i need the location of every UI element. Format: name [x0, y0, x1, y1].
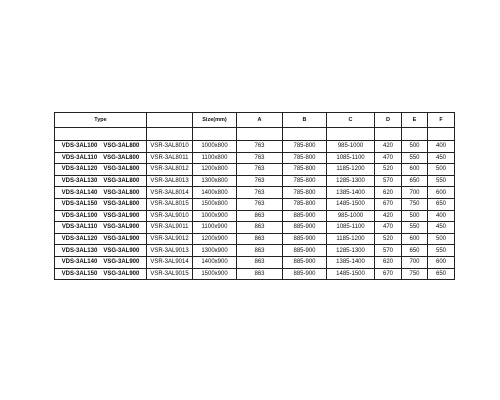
- cell-c: 1185-1200: [327, 233, 375, 245]
- cell-size: 1300x800: [193, 175, 237, 187]
- table-row: [55, 245, 455, 257]
- cell-c: 1285-1300: [327, 245, 375, 257]
- cell-d: 620: [375, 256, 402, 268]
- table-row: [55, 256, 455, 268]
- cell-a: 763: [237, 164, 283, 176]
- cell-size: 1500x800: [193, 198, 237, 210]
- cell-b: 885-900: [283, 233, 327, 245]
- cell-a: 863: [237, 222, 283, 234]
- cell-size: 1200x900: [193, 233, 237, 245]
- cell-a: 763: [237, 198, 283, 210]
- side-panel-model: VSG-3AL900: [103, 259, 140, 266]
- cell-f: 500: [428, 233, 455, 245]
- cell-d: 470: [375, 222, 402, 234]
- cell-d: 570: [375, 175, 402, 187]
- table-row: [55, 210, 455, 222]
- door-model: VDS-3AL140: [61, 189, 98, 196]
- header-a: A: [237, 113, 283, 128]
- cell-c: 1085-1100: [327, 222, 375, 234]
- header-code: [147, 113, 193, 128]
- cell-e: 750: [402, 198, 428, 210]
- cell-f: 600: [428, 256, 455, 268]
- spacer-cell: [193, 128, 237, 141]
- cell-a: 763: [237, 187, 283, 199]
- cell-code: VSR-3AL8013: [147, 175, 193, 187]
- cell-code: VSR-3AL8014: [147, 187, 193, 199]
- spacer-cell: [55, 128, 147, 141]
- cell-c: 985-1000: [327, 210, 375, 222]
- side-panel-model: VSG-3AL800: [103, 154, 140, 161]
- cell-e: 700: [402, 256, 428, 268]
- cell-d: 570: [375, 245, 402, 257]
- table-row: [55, 222, 455, 234]
- cell-c: 1385-1400: [327, 256, 375, 268]
- header-d: D: [375, 113, 402, 128]
- type-cell: [55, 233, 147, 245]
- cell-size: 1400x800: [193, 187, 237, 199]
- cell-f: 650: [428, 198, 455, 210]
- header-e: E: [402, 113, 428, 128]
- cell-size: 1400x900: [193, 256, 237, 268]
- side-panel-model: VSG-3AL900: [103, 224, 140, 231]
- spacer-cell: [327, 128, 375, 141]
- side-panel-model: VSG-3AL800: [103, 178, 140, 185]
- spacer-cell: [147, 128, 193, 141]
- cell-size: 1500x900: [193, 268, 237, 280]
- door-model: VDS-3AL110: [61, 154, 98, 161]
- cell-size: 1000x900: [193, 210, 237, 222]
- cell-e: 650: [402, 245, 428, 257]
- type-cell: [55, 187, 147, 199]
- cell-e: 550: [402, 152, 428, 164]
- type-cell: [55, 175, 147, 187]
- cell-d: 670: [375, 198, 402, 210]
- cell-code: VSR-3AL9010: [147, 210, 193, 222]
- cell-e: 750: [402, 268, 428, 280]
- cell-f: 450: [428, 222, 455, 234]
- cell-a: 763: [237, 141, 283, 153]
- cell-c: 1485-1500: [327, 198, 375, 210]
- side-panel-model: VSG-3AL900: [103, 247, 140, 254]
- header-size: Size(mm): [193, 113, 237, 128]
- cell-b: 785-800: [283, 175, 327, 187]
- type-cell: [55, 210, 147, 222]
- cell-d: 420: [375, 210, 402, 222]
- cell-b: 785-800: [283, 187, 327, 199]
- cell-d: 470: [375, 152, 402, 164]
- cell-a: 863: [237, 210, 283, 222]
- cell-e: 600: [402, 164, 428, 176]
- cell-c: 1185-1200: [327, 164, 375, 176]
- cell-d: 520: [375, 233, 402, 245]
- cell-code: VSR-3AL9014: [147, 256, 193, 268]
- cell-f: 450: [428, 152, 455, 164]
- type-cell: [55, 198, 147, 210]
- cell-b: 785-800: [283, 164, 327, 176]
- spec-sheet: [54, 112, 454, 280]
- cell-d: 620: [375, 187, 402, 199]
- cell-c: 1085-1100: [327, 152, 375, 164]
- side-panel-model: VSG-3AL900: [103, 236, 140, 243]
- cell-code: VSR-3AL8011: [147, 152, 193, 164]
- spacer-cell: [428, 128, 455, 141]
- cell-e: 700: [402, 187, 428, 199]
- cell-e: 500: [402, 210, 428, 222]
- cell-b: 885-900: [283, 245, 327, 257]
- table-row: [55, 198, 455, 210]
- table-row: [55, 175, 455, 187]
- cell-e: 650: [402, 175, 428, 187]
- cell-e: 600: [402, 233, 428, 245]
- spacer-row: [55, 128, 455, 141]
- cell-code: VSR-3AL9015: [147, 268, 193, 280]
- cell-code: VSR-3AL9012: [147, 233, 193, 245]
- cell-a: 763: [237, 152, 283, 164]
- cell-a: 863: [237, 268, 283, 280]
- cell-size: 1200x800: [193, 164, 237, 176]
- cell-f: 400: [428, 210, 455, 222]
- header-b: B: [283, 113, 327, 128]
- spacer-cell: [402, 128, 428, 141]
- door-model: VDS-3AL130: [61, 247, 98, 254]
- cell-b: 785-800: [283, 152, 327, 164]
- cell-b: 885-900: [283, 210, 327, 222]
- door-model: VDS-3AL130: [61, 178, 98, 185]
- header-type: Type: [55, 113, 147, 128]
- cell-f: 550: [428, 175, 455, 187]
- door-model: VDS-3AL140: [61, 259, 98, 266]
- door-model: VDS-3AL100: [61, 212, 98, 219]
- cell-b: 885-900: [283, 222, 327, 234]
- side-panel-model: VSG-3AL800: [103, 189, 140, 196]
- cell-c: 1385-1400: [327, 187, 375, 199]
- side-panel-model: VSG-3AL900: [103, 212, 140, 219]
- cell-a: 763: [237, 175, 283, 187]
- cell-size: 1300x900: [193, 245, 237, 257]
- cell-code: VSR-3AL8010: [147, 141, 193, 153]
- cell-a: 863: [237, 233, 283, 245]
- table-row: [55, 187, 455, 199]
- cell-b: 785-800: [283, 141, 327, 153]
- door-model: VDS-3AL120: [61, 236, 98, 243]
- cell-size: 1000x800: [193, 141, 237, 153]
- cell-c: 1285-1300: [327, 175, 375, 187]
- door-model: VDS-3AL150: [61, 201, 98, 208]
- side-panel-model: VSG-3AL800: [103, 166, 140, 173]
- cell-d: 670: [375, 268, 402, 280]
- door-model: VDS-3AL110: [61, 224, 98, 231]
- cell-b: 885-900: [283, 256, 327, 268]
- cell-f: 650: [428, 268, 455, 280]
- header-c: C: [327, 113, 375, 128]
- door-model: VDS-3AL150: [61, 270, 98, 277]
- cell-d: 520: [375, 164, 402, 176]
- cell-code: VSR-3AL8015: [147, 198, 193, 210]
- spacer-cell: [283, 128, 327, 141]
- table-row: [55, 152, 455, 164]
- cell-c: 985-1000: [327, 141, 375, 153]
- cell-code: VSR-3AL9011: [147, 222, 193, 234]
- door-model: VDS-3AL100: [61, 143, 98, 150]
- cell-f: 550: [428, 245, 455, 257]
- table-row: [55, 233, 455, 245]
- side-panel-model: VSG-3AL800: [103, 201, 140, 208]
- spacer-cell: [237, 128, 283, 141]
- door-model: VDS-3AL120: [61, 166, 98, 173]
- dimension-table: [54, 112, 455, 280]
- cell-e: 550: [402, 222, 428, 234]
- header-row: [55, 113, 455, 128]
- header-f: F: [428, 113, 455, 128]
- spacer-cell: [375, 128, 402, 141]
- type-cell: [55, 245, 147, 257]
- cell-f: 400: [428, 141, 455, 153]
- cell-a: 863: [237, 256, 283, 268]
- type-cell: [55, 256, 147, 268]
- cell-a: 863: [237, 245, 283, 257]
- type-cell: [55, 164, 147, 176]
- cell-size: 1100x900: [193, 222, 237, 234]
- type-cell: [55, 222, 147, 234]
- cell-code: VSR-3AL9013: [147, 245, 193, 257]
- type-cell: [55, 268, 147, 280]
- cell-e: 500: [402, 141, 428, 153]
- cell-b: 785-800: [283, 198, 327, 210]
- side-panel-model: VSG-3AL900: [103, 270, 140, 277]
- cell-d: 420: [375, 141, 402, 153]
- type-cell: [55, 141, 147, 153]
- cell-f: 600: [428, 187, 455, 199]
- table-row: [55, 141, 455, 153]
- type-cell: [55, 152, 147, 164]
- cell-c: 1485-1500: [327, 268, 375, 280]
- table-row: [55, 268, 455, 280]
- table-row: [55, 164, 455, 176]
- cell-code: VSR-3AL8012: [147, 164, 193, 176]
- cell-f: 500: [428, 164, 455, 176]
- side-panel-model: VSG-3AL800: [103, 143, 140, 150]
- cell-size: 1100x800: [193, 152, 237, 164]
- cell-b: 885-900: [283, 268, 327, 280]
- table-body: [55, 141, 455, 280]
